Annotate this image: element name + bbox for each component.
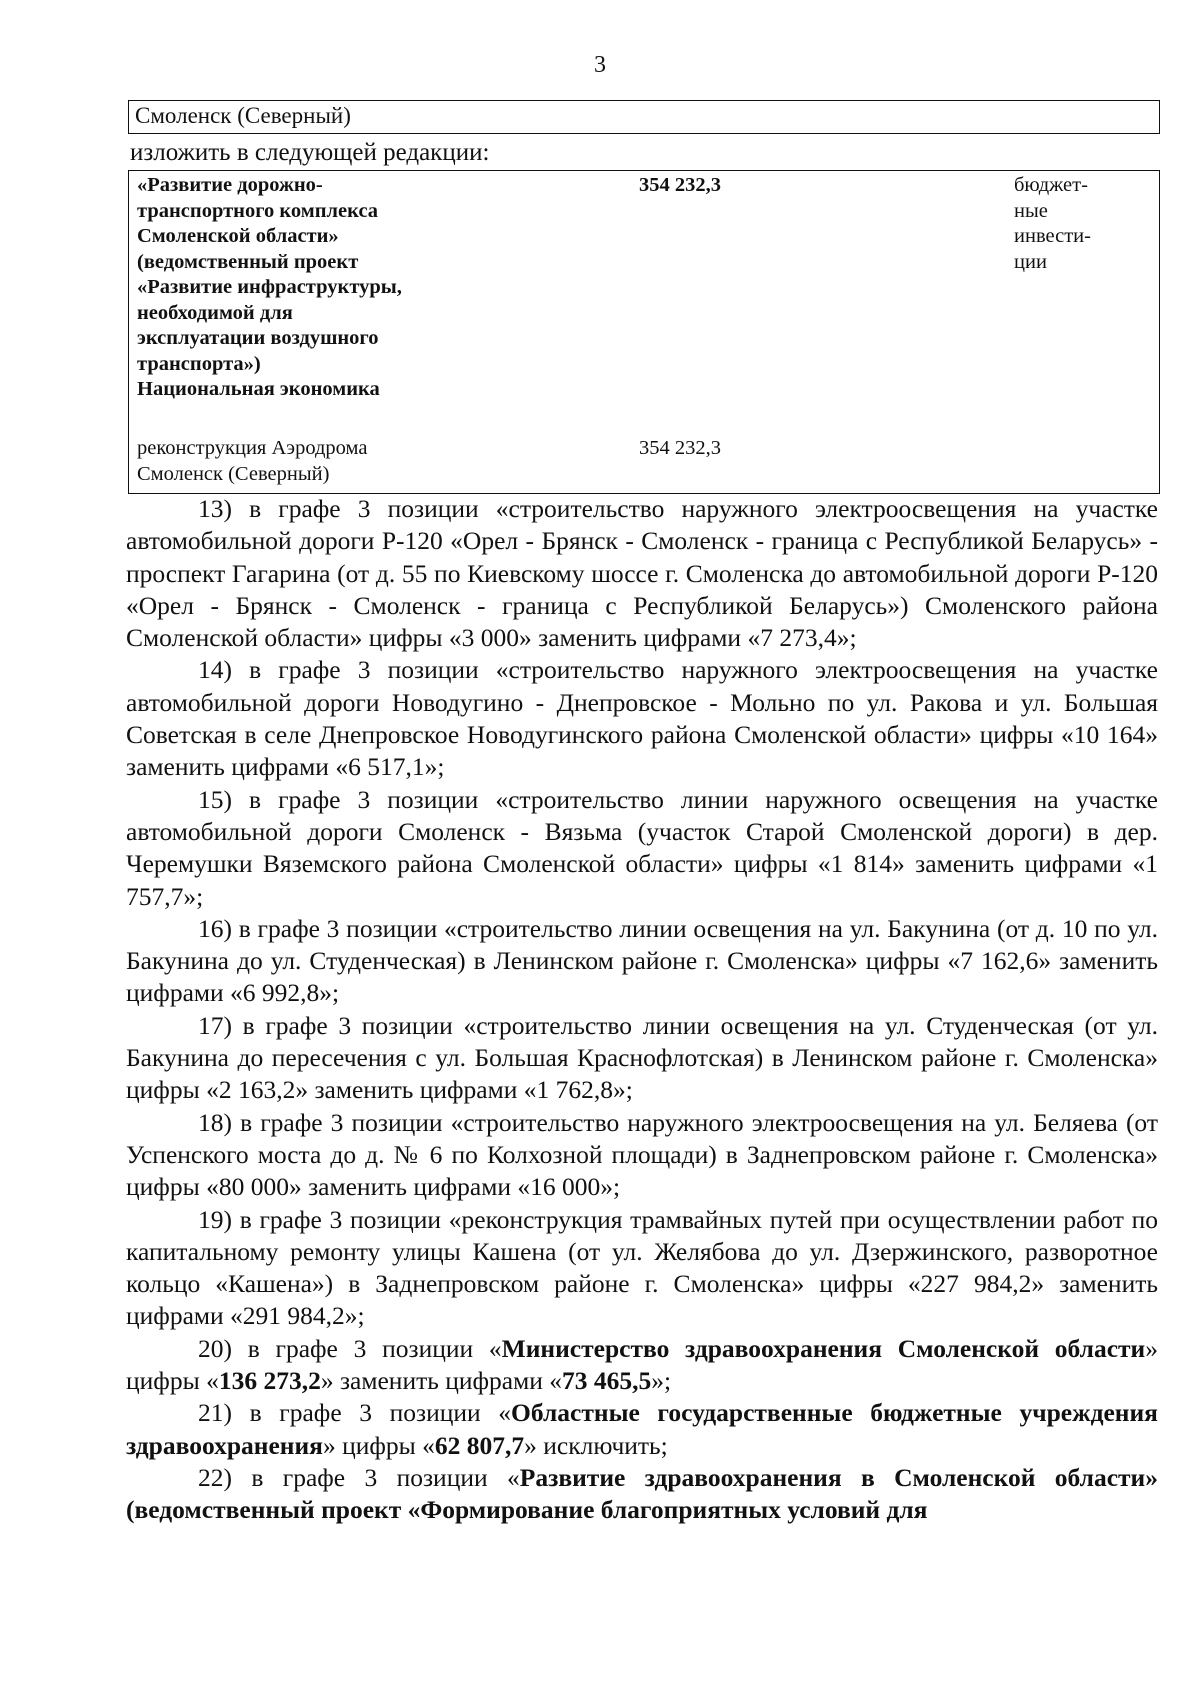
amendment-17: 17) в графе 3 позиции «строительство линии освещения на ул. Студенческая (от ул. Бакунина до пересечения с ул. Большая Краснофлотская) в Ленинском районе г. Смоленска» цифры «2 163,2» заменить цифрами «1 762,8»; [126, 1010, 1158, 1105]
table-cell-name: «Развитие дорожно- транспортного комплекса Смоленской области» (ведомственный проект «Развитие инфраструктуры, необходимой для эксплуатации воздушного транспорта») Национальная экономика [137, 174, 402, 400]
table-cell-subname: реконструкция Аэродрома Смоленск (Северный) [137, 437, 368, 485]
amendments-list [126, 493, 1158, 1527]
intro-line: изложить в следующей редакции: [130, 139, 490, 166]
amendment-20-mid: » цифры « [126, 1333, 1158, 1396]
amendment-20-new-value: 73 465,5 [562, 1366, 652, 1396]
amendment-21-tail: » исключить; [524, 1430, 668, 1460]
amendment-20-mid2: » заменить цифрами « [320, 1366, 563, 1396]
amendment-16: 16) в графе 3 позиции «строительство линии освещения на ул. Бакунина (от д. 10 по ул. Бакунина до ул. Студенческая) в Ленинском районе г. Смоленска» цифры «7 162,6» заменить цифрами «6 992,8»; [126, 913, 1158, 1008]
amendment-21 [126, 1397, 1158, 1462]
amendment-20-lead: 20) в графе 3 позиции « [198, 1333, 502, 1363]
table-cell-type: бюджет- ные инвести- ции [1014, 174, 1091, 273]
amendment-21-subject: Областные государственные бюджетные учреждения здравоохранения [126, 1398, 1158, 1460]
amendment-20-old-value: 136 273,2 [218, 1366, 321, 1396]
table-cell-subamount: 354 232,3 [639, 437, 721, 459]
page-number: 3 [594, 52, 606, 78]
budget-table [128, 170, 1160, 494]
amendment-19: 19) в графе 3 позиции «реконструкция трамвайных путей при осуществлении работ по капитальному ремонту улицы Кашена (от ул. Желябова до ул. Дзержинского, разворотное кольцо «Кашена») в Заднепровском районе г. Смоленска» цифры «227 984,2» заменить цифрами «291 984,2»; [126, 1204, 1158, 1331]
amendment-21-lead: 21) в графе 3 позиции « [198, 1398, 512, 1428]
amendment-22 [126, 1462, 1158, 1527]
amendment-20 [126, 1333, 1158, 1398]
amendment-13: 13) в графе 3 позиции «строительство наружного электроосвещения на участке автомобильной дороги Р-120 «Орел - Брянск - Смоленск - граница с Республикой Беларусь» - проспект Гагарина (от д. 55 по Киевскому шоссе г. Смоленска до автомобильной дороги Р-120 «Орел - Брянск - Смоленск - граница с Республикой Беларусь») Смоленского района Смоленской области» цифры «3 000» заменить цифрами «7 273,4»; [126, 494, 1158, 653]
amendment-14: 14) в графе 3 позиции «строительство наружного электроосвещения на участке автомобильной дороги Новодугино - Днепровское - Мольно по ул. Ракова и ул. Большая Советская в селе Днепровское Новодугинского района Смоленской области» цифры «10 164» заменить цифрами «6 517,1»; [126, 655, 1158, 782]
amendment-18: 18) в графе 3 позиции «строительство наружного электроосвещения на ул. Беляева (от Успенского моста до д. № 6 по Колхозной площади) в Заднепровском районе г. Смоленска» цифры «80 000» заменить цифрами «16 000»; [126, 1107, 1158, 1202]
amendment-22-lead: 22) в графе 3 позиции « [198, 1462, 520, 1492]
amendment-15: 15) в графе 3 позиции «строительство линии наружного освещения на участке автомобильной дороги Смоленск - Вязьма (участок Старой Смоленской дороги) в дер. Черемушки Вяземского района Смоленской области» цифры «1 814» заменить цифрами «1 757,7»; [126, 784, 1158, 911]
amendment-20-subject: Министерство здравоохранения Смоленской области [501, 1333, 1146, 1363]
amendment-21-old-value: 62 807,7 [434, 1430, 525, 1460]
table-fragment-top: Смоленск (Северный) [128, 100, 1160, 134]
amendment-22-subject: Развитие здравоохранения в Смоленской области» (ведомственный проект «Формирование благоприятных условий для [126, 1462, 1158, 1525]
amendment-20-tail: »; [651, 1366, 672, 1396]
table-cell-amount: 354 232,3 [639, 174, 721, 196]
amendment-21-mid: » цифры « [322, 1430, 435, 1460]
